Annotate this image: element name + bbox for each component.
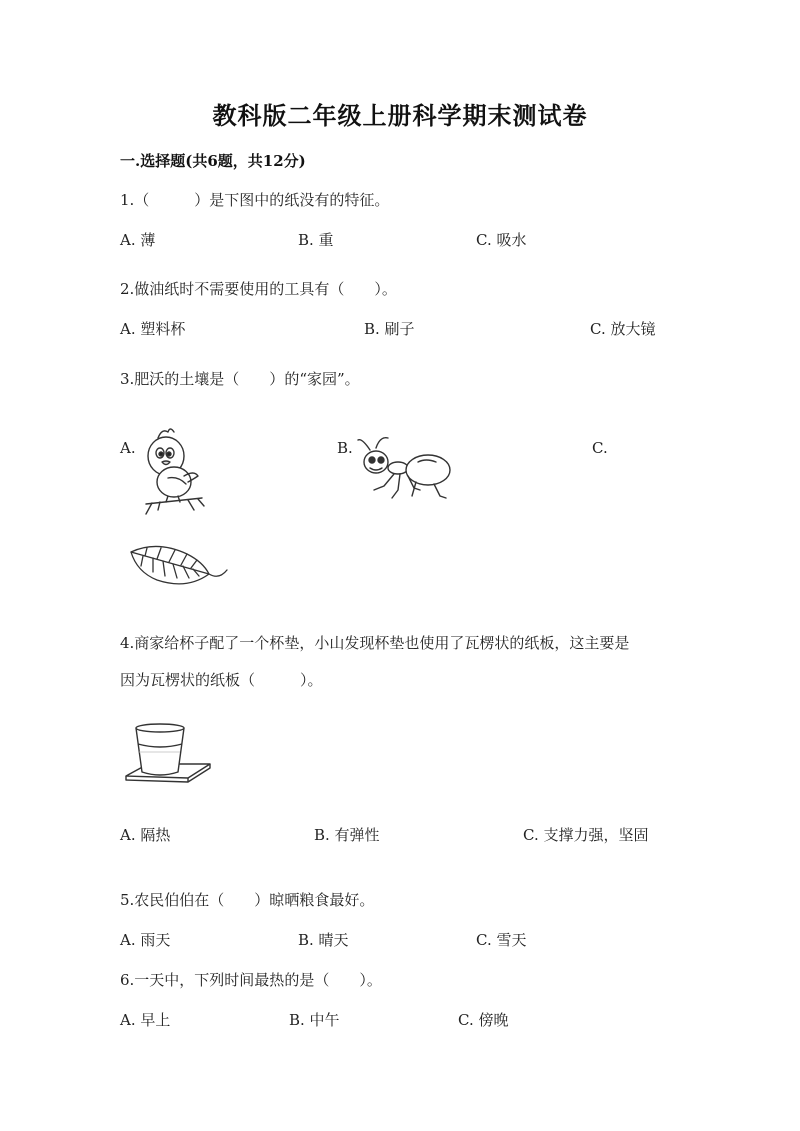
chick-on-branch-icon xyxy=(138,426,208,518)
question-4-option-c[interactable]: C. 支撑力强，坚固 xyxy=(523,826,649,844)
question-4-option-a[interactable]: A. 隔热 xyxy=(120,826,171,844)
question-5-option-a[interactable]: A. 雨天 xyxy=(120,931,171,949)
question-4-option-b[interactable]: B. 有弹性 xyxy=(314,826,380,844)
ant-icon xyxy=(354,432,456,504)
question-6-option-b[interactable]: B. 中午 xyxy=(289,1011,340,1029)
question-6-stem: 6.一天中，下列时间最热的是（ ）。 xyxy=(120,971,382,989)
question-3-option-c[interactable]: C. xyxy=(592,439,608,457)
question-3-option-b[interactable]: B. xyxy=(337,439,353,457)
question-1-option-c[interactable]: C. 吸水 xyxy=(476,231,527,249)
question-3-stem: 3.肥沃的土壤是（ ）的“家园”。 xyxy=(120,370,360,388)
question-1-option-a[interactable]: A. 薄 xyxy=(120,231,156,249)
page-title: 教科版二年级上册科学期末测试卷 xyxy=(212,101,588,130)
question-3-option-a[interactable]: A. xyxy=(120,439,136,457)
question-2-stem: 2.做油纸时不需要使用的工具有（ ）。 xyxy=(120,280,397,298)
question-6-option-c[interactable]: C. 傍晚 xyxy=(458,1011,509,1029)
question-4-stem-line-1: 4.商家给杯子配了一个杯垫，小山发现杯垫也使用了瓦楞状的纸板，这主要是 xyxy=(120,634,630,652)
question-2-option-a[interactable]: A. 塑料杯 xyxy=(120,320,186,338)
question-5-option-b[interactable]: B. 晴天 xyxy=(298,931,349,949)
question-2-option-b[interactable]: B. 刷子 xyxy=(364,320,415,338)
section-heading: 一.选择题(共6题，共12分) xyxy=(120,152,306,170)
question-1-stem: 1.（ ）是下图中的纸没有的特征。 xyxy=(120,191,390,209)
leaf-icon xyxy=(127,540,231,600)
question-5-option-c[interactable]: C. 雪天 xyxy=(476,931,527,949)
question-5-stem: 5.农民伯伯在（ ）晾晒粮食最好。 xyxy=(120,891,375,909)
question-4-stem-line-2: 因为瓦楞状的纸板（ ）。 xyxy=(120,671,323,689)
question-6-option-a[interactable]: A. 早上 xyxy=(120,1011,171,1029)
glass-on-coaster-icon xyxy=(122,722,214,786)
question-1-option-b[interactable]: B. 重 xyxy=(298,231,334,249)
question-2-option-c[interactable]: C. 放大镜 xyxy=(590,320,656,338)
